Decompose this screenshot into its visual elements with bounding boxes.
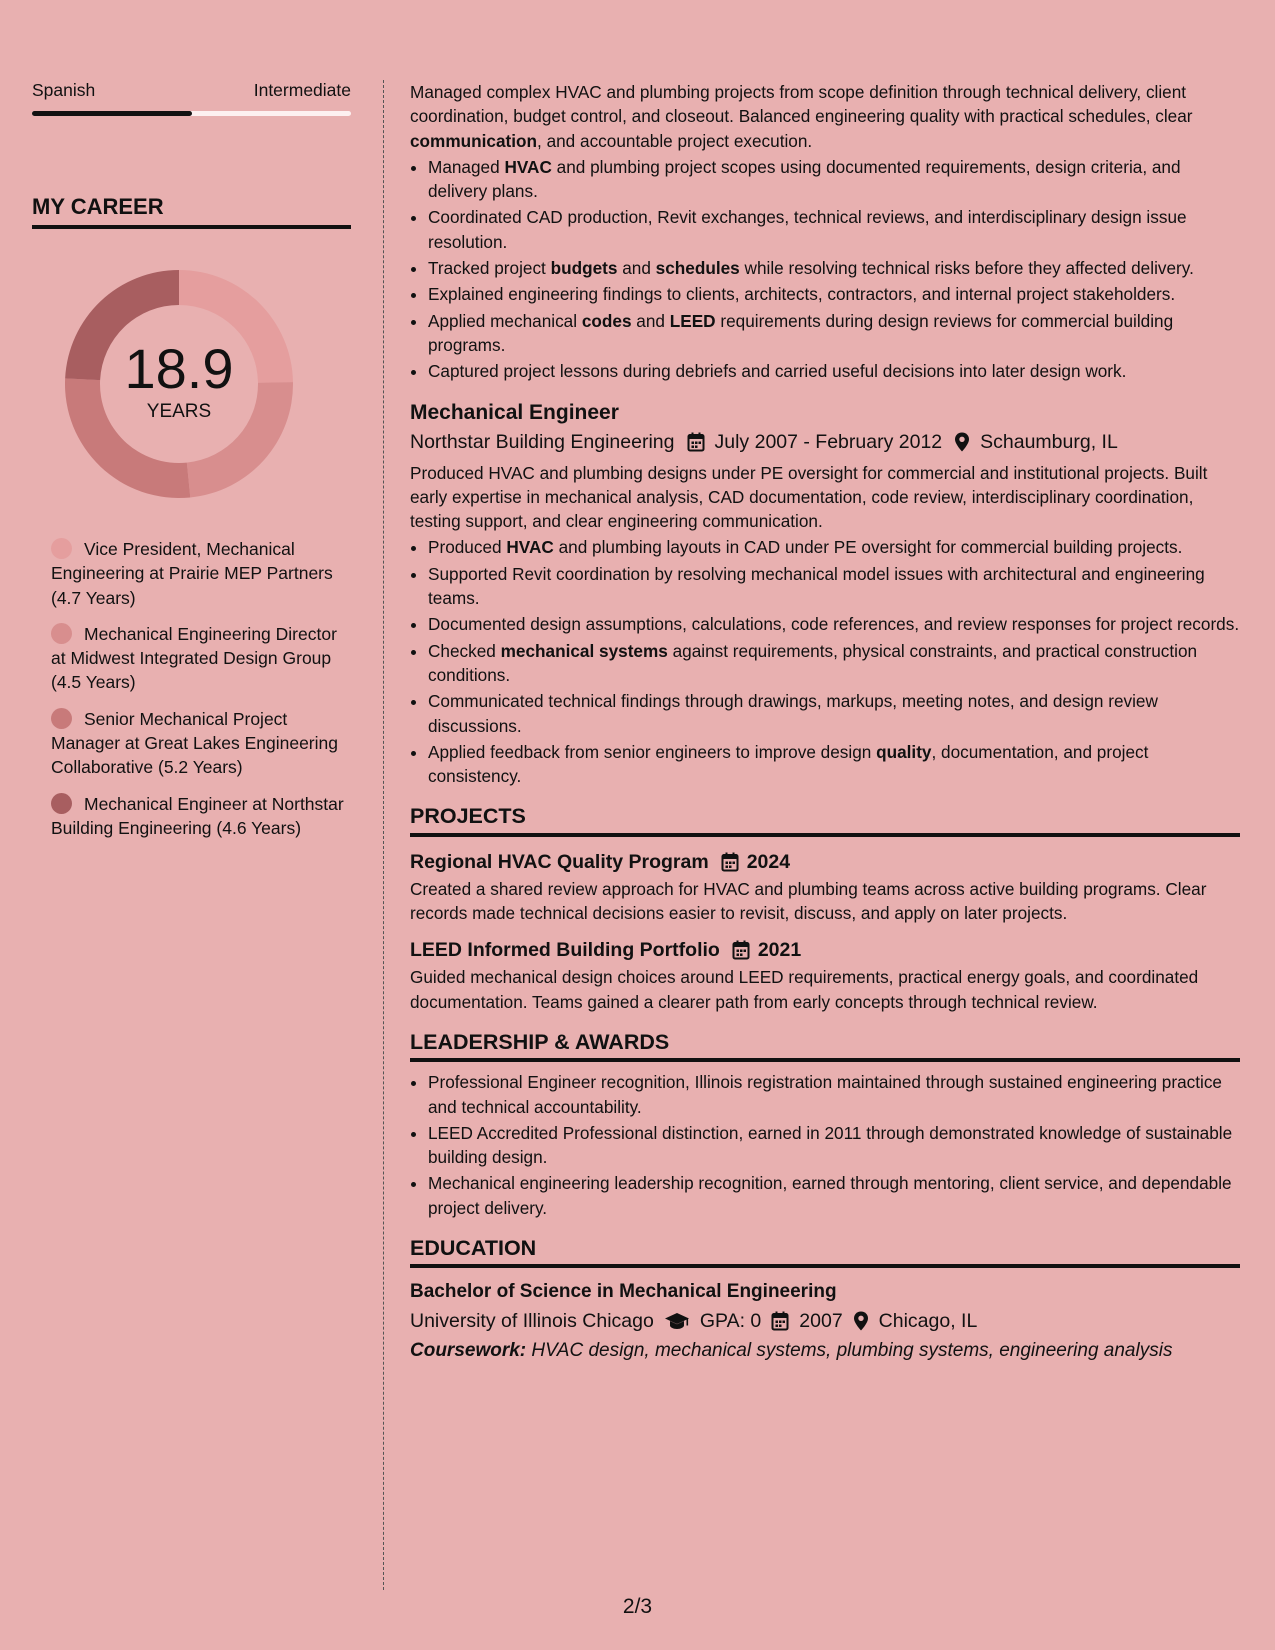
main-content <box>410 80 1240 1366</box>
list-item: • LEED Accredited Professional distinction, earned in 2011 through demonstrated knowledge of sustainable building design. <box>428 1121 1240 1170</box>
legend-label: Vice President, Mechanical Engineering at Prairie MEP Partners (4.7 Years) <box>51 539 333 608</box>
location-pin-icon <box>954 432 970 452</box>
page-number: 2/3 <box>622 1595 653 1618</box>
education-school: University of Illinois Chicago <box>410 1310 654 1333</box>
project-year: 2021 <box>757 939 802 962</box>
education-coursework: Coursework: HVAC design, mechanical systems, plumbing systems, engineering analysis <box>410 1340 1173 1362</box>
job-dates: July 2007 - February 2012 <box>714 430 943 453</box>
education-title: EDUCATION <box>410 1236 1240 1268</box>
job-meta <box>410 427 1240 457</box>
legend-item <box>51 622 351 695</box>
list-item: • Communicated technical findings through drawings, markups, meeting notes, and design review discussions. <box>428 689 1240 738</box>
project-name: Regional HVAC Quality Program <box>410 850 709 873</box>
career-title: MY CAREER <box>32 194 351 229</box>
language-name: Spanish <box>32 80 96 100</box>
awards-title: LEADERSHIP & AWARDS <box>410 1030 1240 1062</box>
language-proficiency-bar <box>32 111 351 116</box>
intro-bullets <box>410 155 1240 384</box>
job-summary: Produced HVAC and plumbing designs under PE oversight for commercial and institutional projects. Built early expertise in mechanical analysis, CAD documentation, code review, interdisciplinary coordination, testing support, and clear engineering communication. <box>410 462 1208 532</box>
legend-dot <box>51 708 72 729</box>
list-item: • Captured project lessons during debriefs and carried useful decisions into later design work. <box>428 359 1240 383</box>
language-proficiency-fill <box>32 111 192 116</box>
legend-label: Senior Mechanical Project Manager at Great Lakes Engineering Collaborative (5.2 Years) <box>51 708 338 778</box>
project-year: 2024 <box>746 850 791 873</box>
legend-dot <box>51 793 72 814</box>
graduation-cap-icon <box>664 1312 690 1330</box>
career-legend <box>51 537 351 840</box>
list-item: • Supported Revit coordination by resolving mechanical model issues with architectural and engineering teams. <box>428 562 1240 611</box>
legend-label: Mechanical Engineer at Northstar Building Engineering (4.6 Years) <box>51 793 344 838</box>
calendar-icon <box>687 432 705 452</box>
list-item: • Professional Engineer recognition, Illinois registration maintained through sustained engineering practice and technical accountability. <box>428 1070 1240 1119</box>
calendar-icon <box>732 940 750 960</box>
education-degree: Bachelor of Science in Mechanical Engineering <box>410 1281 837 1303</box>
legend-item <box>51 537 351 610</box>
education-gpa: GPA: 0 <box>699 1310 762 1333</box>
list-item: • Documented design assumptions, calculations, code references, and review responses for project records. <box>428 612 1240 636</box>
legend-item <box>51 792 351 841</box>
job-company: Northstar Building Engineering <box>410 430 675 453</box>
job-title: Mechanical Engineer <box>410 400 619 424</box>
list-item: • Produced HVAC and plumbing layouts in CAD under PE oversight for commercial building projects. <box>428 535 1240 559</box>
project-title <box>410 847 1240 877</box>
legend-dot <box>51 623 72 644</box>
project-description: Guided mechanical design choices around LEED requirements, practical energy goals, and coordinated documentation. Teams gained a clearer path from early concepts through technical review. <box>410 967 1199 1012</box>
intro-summary: Managed complex HVAC and plumbing projects from scope definition through technical delivery, client coordination, budget control, and closeout. Balanced engineering quality with practical schedules, clear communication, and accountable project execution. <box>410 82 1193 151</box>
job-location: Schaumburg, IL <box>980 430 1118 453</box>
career-total-years: 18.9 <box>124 337 234 400</box>
calendar-icon <box>771 1311 789 1331</box>
language-level: Intermediate <box>253 80 351 100</box>
education-year: 2007 <box>799 1310 843 1333</box>
legend-label: Mechanical Engineering Director at Midwest Integrated Design Group (4.5 Years) <box>51 623 337 693</box>
project-name: LEED Informed Building Portfolio <box>410 939 720 962</box>
projects-title: PROJECTS <box>410 804 1240 836</box>
list-item: • Explained engineering findings to clients, architects, contractors, and internal project stakeholders. <box>428 282 1240 306</box>
sidebar <box>32 80 351 852</box>
column-divider <box>383 80 384 1590</box>
career-years-unit: YEARS <box>146 401 212 422</box>
education-location: Chicago, IL <box>878 1310 978 1333</box>
legend-dot <box>51 538 72 559</box>
career-donut-chart <box>64 269 294 499</box>
list-item: • Tracked project budgets and schedules while resolving technical risks before they affected delivery. <box>428 256 1240 280</box>
project-description: Created a shared review approach for HVAC and plumbing teams across active building programs. Clear records made technical decisions easier to revisit, discuss, and apply on later projects. <box>410 878 1207 924</box>
list-item: • Coordinated CAD production, Revit exchanges, technical reviews, and interdisciplinary design issue resolution. <box>428 205 1240 254</box>
language-row <box>32 80 351 101</box>
awards-list <box>410 1070 1240 1220</box>
location-pin-icon <box>853 1311 869 1331</box>
calendar-icon <box>721 852 739 872</box>
legend-item <box>51 707 351 780</box>
list-item: • Checked mechanical systems against requirements, physical constraints, and practical construction conditions. <box>428 639 1240 688</box>
education-meta <box>410 1306 1240 1336</box>
list-item: • Applied mechanical codes and LEED requirements during design reviews for commercial building programs. <box>428 309 1240 358</box>
list-item: • Managed HVAC and plumbing project scopes using documented requirements, design criteria, and delivery plans. <box>428 155 1240 204</box>
list-item: • Applied feedback from senior engineers to improve design quality, documentation, and project consistency. <box>428 740 1240 789</box>
job-bullets <box>410 535 1240 788</box>
project-title <box>410 935 1240 965</box>
list-item: • Mechanical engineering leadership recognition, earned through mentoring, client service, and dependable project delivery. <box>428 1171 1240 1220</box>
